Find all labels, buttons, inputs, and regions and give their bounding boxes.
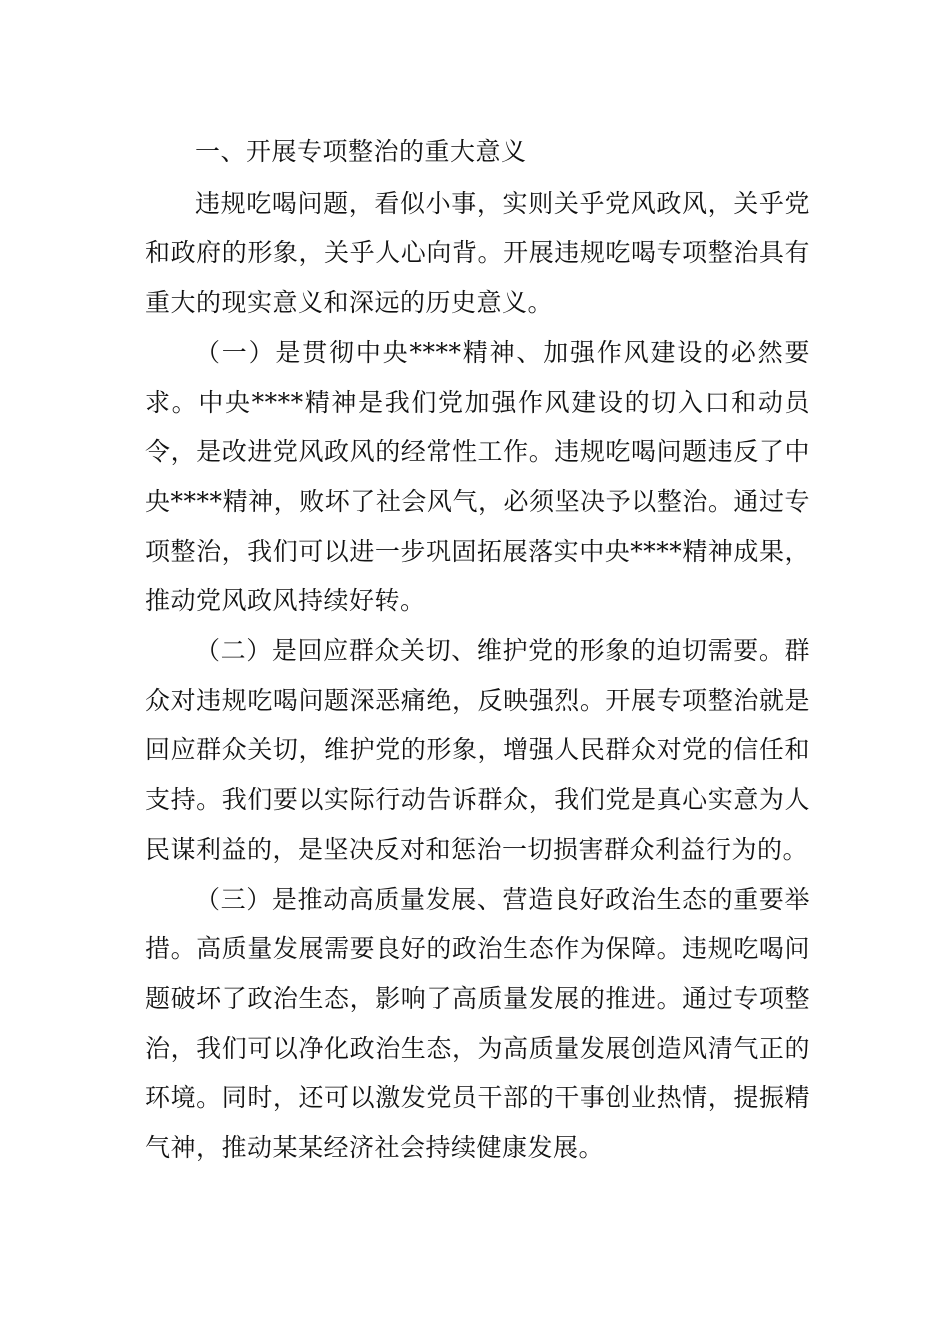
intro-paragraph: 违规吃喝问题，看似小事，实则关乎党风政风，关乎党和政府的形象，关乎人心向背。开展违规吃喝专项整治具有重大的现实意义和深远的历史意义。: [145, 188, 810, 318]
document-body: [145, 127, 810, 1173]
section-heading: 一、开展专项整治的重大意义: [195, 137, 527, 166]
section-2-body: 群众对违规吃喝问题深恶痛绝，反映强烈。开展专项整治就是回应群众关切，维护党的形象，增强人民群众对党的信任和支持。我们要以实际行动告诉群众，我们党是真心实意为人民谋利益的，是坚决反对和惩治一切损害群众利益行为的。: [145, 636, 810, 864]
section-2-paragraph: [145, 626, 810, 875]
section-3-paragraph: [145, 875, 810, 1173]
section-3-title: （三）是推动高质量发展、营造良好政治生态的重要举措。: [145, 884, 810, 964]
section-2-title: （二）是回应群众关切、维护党的形象的迫切需要。: [195, 636, 785, 666]
section-1-body: 中央****精神是我们党加强作风建设的切入口和动员令，是改进党风政风的经常性工作。违规吃喝问题违反了中央****精神，败坏了社会风气，必须坚决予以整治。通过专项整治，我们可以进一步巩固拓展落实中央****精神成果，推动党风政风持续好转。: [145, 387, 810, 616]
section-3-body: 高质量发展需要良好的政治生态作为保障。违规吃喝问题破坏了政治生态，影响了高质量发展的推进。通过专项整治，我们可以净化政治生态，为高质量发展创造风清气正的环境。同时，还可以激发党员干部的干事创业热情，提振精气神，推动某某经济社会持续健康发展。: [145, 934, 810, 1163]
section-1-title: （一）是贯彻中央****精神、加强作风建设的必然要求。: [145, 337, 810, 417]
section-1-paragraph: [145, 328, 810, 626]
